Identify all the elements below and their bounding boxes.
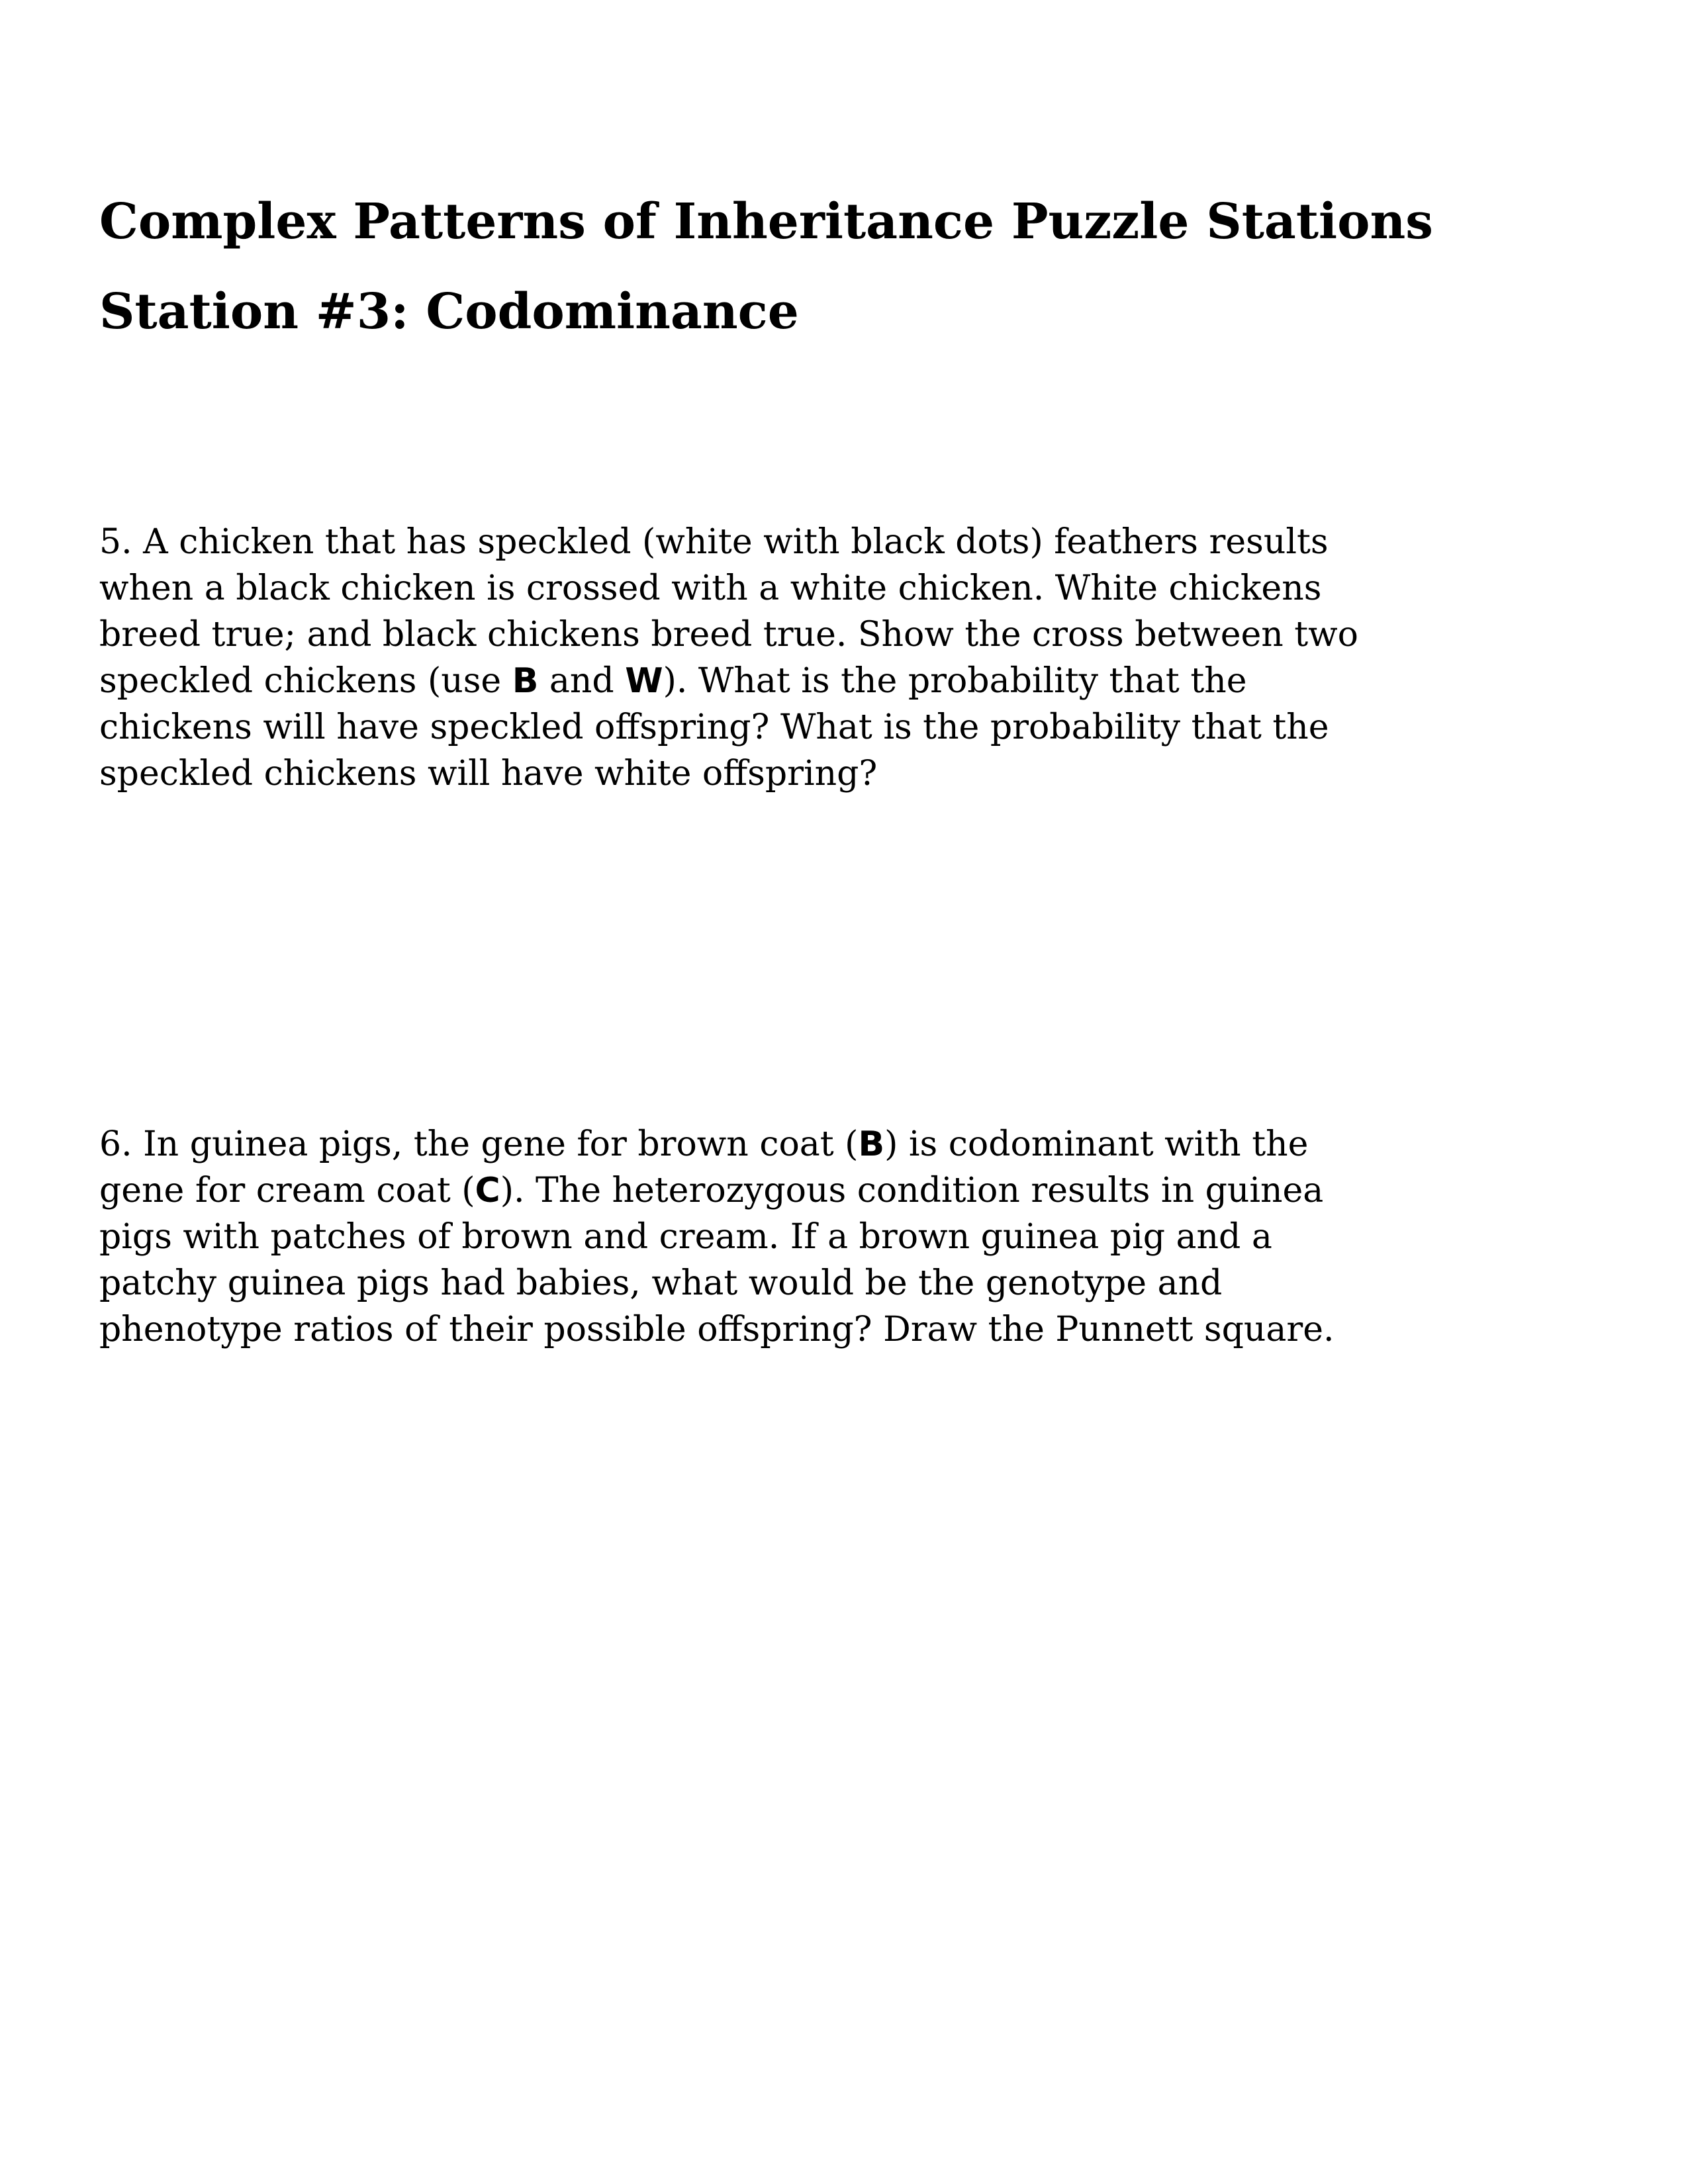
question-5-line-5: chickens will have speckled offspring? What is the probability that the (99, 707, 1329, 747)
question-6-line-3: pigs with patches of brown and cream. If a brown guinea pig and a (99, 1217, 1272, 1257)
question-6 (99, 1121, 1556, 1353)
question-6-line-2 (99, 1167, 1556, 1214)
question-5-line-6: speckled chickens will have white offspring? (99, 754, 878, 794)
question-5-line-4-part-1: speckled chickens (use (99, 661, 512, 701)
question-5-line-2: when a black chicken is crossed with a white chicken. White chickens (99, 569, 1322, 608)
allele-w-label: W (625, 661, 663, 701)
worksheet-title: Complex Patterns of Inheritance Puzzle Stations (99, 193, 1433, 250)
question-6-line-4: patchy guinea pigs had babies, what would be the genotype and (99, 1263, 1223, 1303)
allele-b-label: B (512, 661, 539, 701)
question-6-line-2-part-2: ). The heterozygous condition results in guinea (500, 1171, 1324, 1210)
question-5-line-3: breed true; and black chickens breed true. Show the cross between two (99, 615, 1358, 655)
question-6-line-1 (99, 1121, 1556, 1167)
allele-c-label: C (475, 1171, 500, 1210)
question-5 (99, 519, 1556, 797)
question-5-line-4-part-3: ). What is the probability that the (663, 661, 1247, 701)
question-5-line-4 (99, 658, 1556, 704)
question-6-line-2-part-1: gene for cream coat ( (99, 1171, 475, 1210)
question-6-line-1-part-1: 6. In guinea pigs, the gene for brown coat ( (99, 1124, 859, 1164)
question-5-line-1: 5. A chicken that has speckled (white with black dots) feathers results (99, 522, 1329, 562)
question-6-line-1-part-2: ) is codominant with the (884, 1124, 1309, 1164)
question-6-line-5: phenotype ratios of their possible offspring? Draw the Punnett square. (99, 1310, 1335, 1349)
question-5-line-4-part-2: and (538, 661, 626, 701)
allele-b-label: B (858, 1124, 885, 1164)
station-heading: Station #3: Codominance (99, 283, 799, 340)
